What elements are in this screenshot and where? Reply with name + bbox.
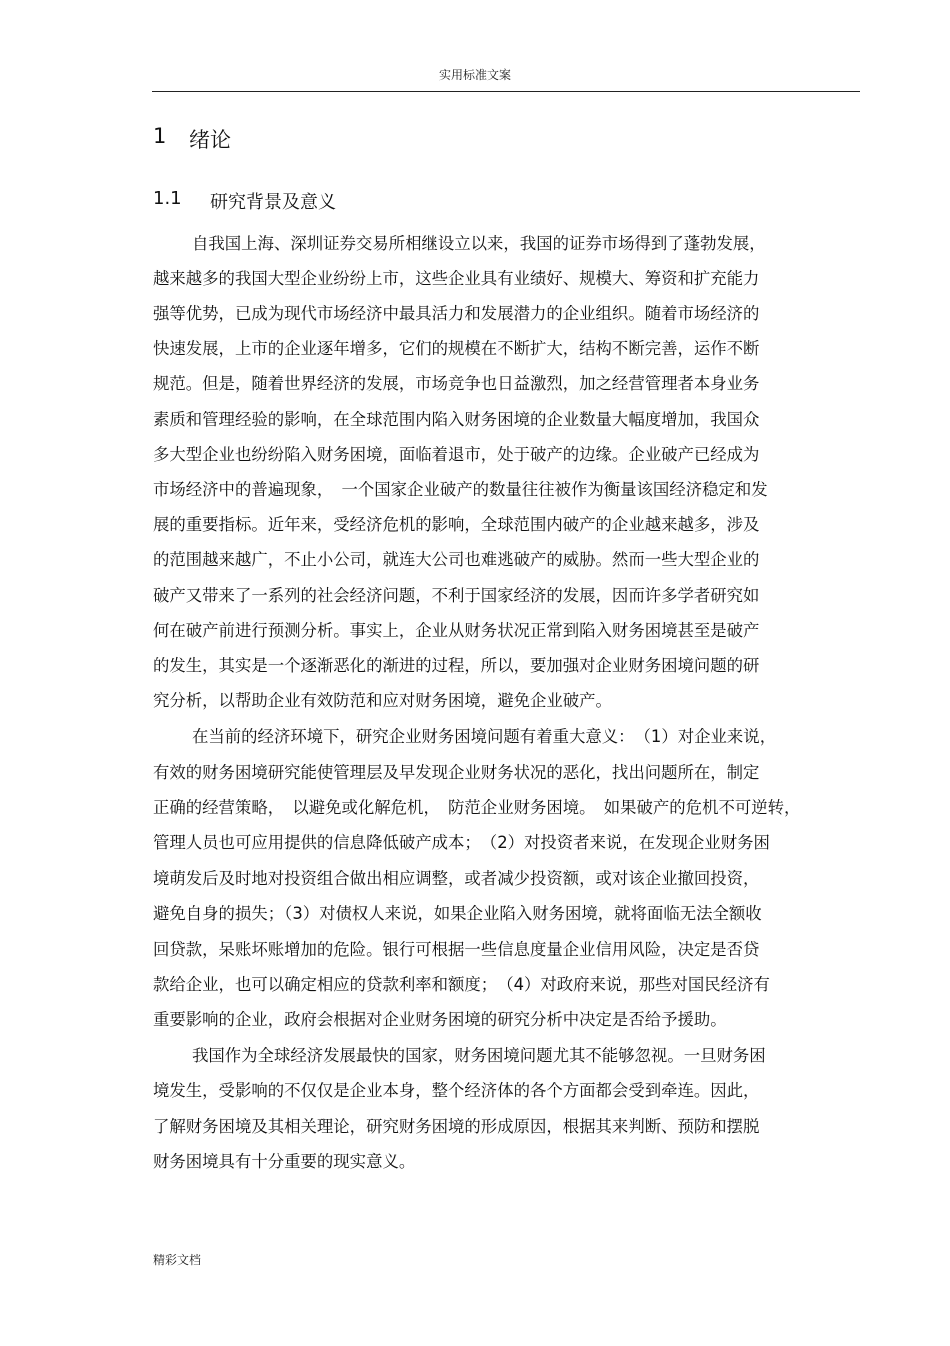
body-line: 境发生，受影响的不仅仅是企业本身，整个经济体的各个方面都会受到牵连。因此， xyxy=(153,1081,760,1100)
section-title: 研究背景及意义 xyxy=(210,192,336,213)
body-line: 展的重要指标。近年来，受经济危机的影响，全球范围内破产的企业越来越多，涉及 xyxy=(153,515,760,534)
body-line: 市场经济中的普遍现象， 一个国家企业破产的数量往往被作为衡量该国经济稳定和发 xyxy=(153,480,768,499)
body-line: 财务困境具有十分重要的现实意义。 xyxy=(153,1152,416,1171)
body-line: 多大型企业也纷纷陷入财务困境，面临着退市，处于破产的边缘。企业破产已经成为 xyxy=(153,445,760,464)
body-line: 款给企业，也可以确定相应的贷款利率和额度； （4）对政府来说，那些对国民经济有 xyxy=(153,975,770,994)
body-line: 的范围越来越广，不止小公司，就连大公司也难逃破产的威胁。然而一些大型企业的 xyxy=(153,550,760,569)
page-footer: 精彩文档 xyxy=(153,1253,202,1267)
body-line: 了解财务困境及其相关理论，研究财务困境的形成原因，根据其来判断、预防和摆脱 xyxy=(153,1117,760,1136)
body-line: 避免自身的损失；（3）对债权人来说，如果企业陷入财务困境，就将面临无法全额收 xyxy=(153,904,762,923)
body-line: 自我国上海、深圳证券交易所相继设立以来，我国的证券市场得到了蓬勃发展， xyxy=(192,234,766,253)
section-number: 1.1 xyxy=(153,188,182,209)
body-line: 管理人员也可应用提供的信息降低破产成本； （2）对投资者来说，在发现企业财务困 xyxy=(153,833,770,852)
body-line: 有效的财务困境研究能使管理层及早发现企业财务状况的恶化，找出问题所在，制定 xyxy=(153,763,760,782)
body-line: 回贷款，呆账坏账增加的危险。银行可根据一些信息度量企业信用风险，决定是否贷 xyxy=(153,940,760,959)
body-line: 何在破产前进行预测分析。事实上，企业从财务状况正常到陷入财务困境甚至是破产 xyxy=(153,621,760,640)
body-line: 究分析，以帮助企业有效防范和应对财务困境，避免企业破产。 xyxy=(153,691,612,710)
body-line: 的发生，其实是一个逐渐恶化的渐进的过程，所以，要加强对企业财务困境问题的研 xyxy=(153,656,760,675)
body-line: 越来越多的我国大型企业纷纷上市，这些企业具有业绩好、规模大、筹资和扩充能力 xyxy=(153,269,760,288)
body-line: 正确的经营策略， 以避免或化解危机， 防范企业财务困境。 如果破产的危机不可逆转， xyxy=(153,798,801,817)
body-line: 快速发展，上市的企业逐年增多，它们的规模在不断扩大，结构不断完善，运作不断 xyxy=(153,339,760,358)
page-header: 实用标准文案 xyxy=(438,68,511,82)
body-line: 在当前的经济环境下，研究企业财务困境问题有着重大意义： （1）对企业来说， xyxy=(192,727,777,746)
body-line: 规范。但是，随着世界经济的发展，市场竞争也日益激烈，加之经营管理者本身业务 xyxy=(153,374,760,393)
chapter-number: 1 xyxy=(153,124,167,148)
body-line: 破产又带来了一系列的社会经济问题，不利于国家经济的发展，因而许多学者研究如 xyxy=(153,586,760,605)
body-line: 素质和管理经验的影响，在全球范围内陷入财务困境的企业数量大幅度增加，我国众 xyxy=(153,410,760,429)
body-line: 境萌发后及时地对投资组合做出相应调整，或者减少投资额，或对该企业撤回投资， xyxy=(153,869,760,888)
body-line: 我国作为全球经济发展最快的国家，财务困境问题尤其不能够忽视。一旦财务困 xyxy=(192,1046,766,1065)
body-line: 重要影响的企业，政府会根据对企业财务困境的研究分析中决定是否给予援助。 xyxy=(153,1010,727,1029)
chapter-title: 绪论 xyxy=(189,128,231,152)
header-divider xyxy=(152,91,860,92)
body-line: 强等优势，已成为现代市场经济中最具活力和发展潜力的企业组织。随着市场经济的 xyxy=(153,304,760,323)
